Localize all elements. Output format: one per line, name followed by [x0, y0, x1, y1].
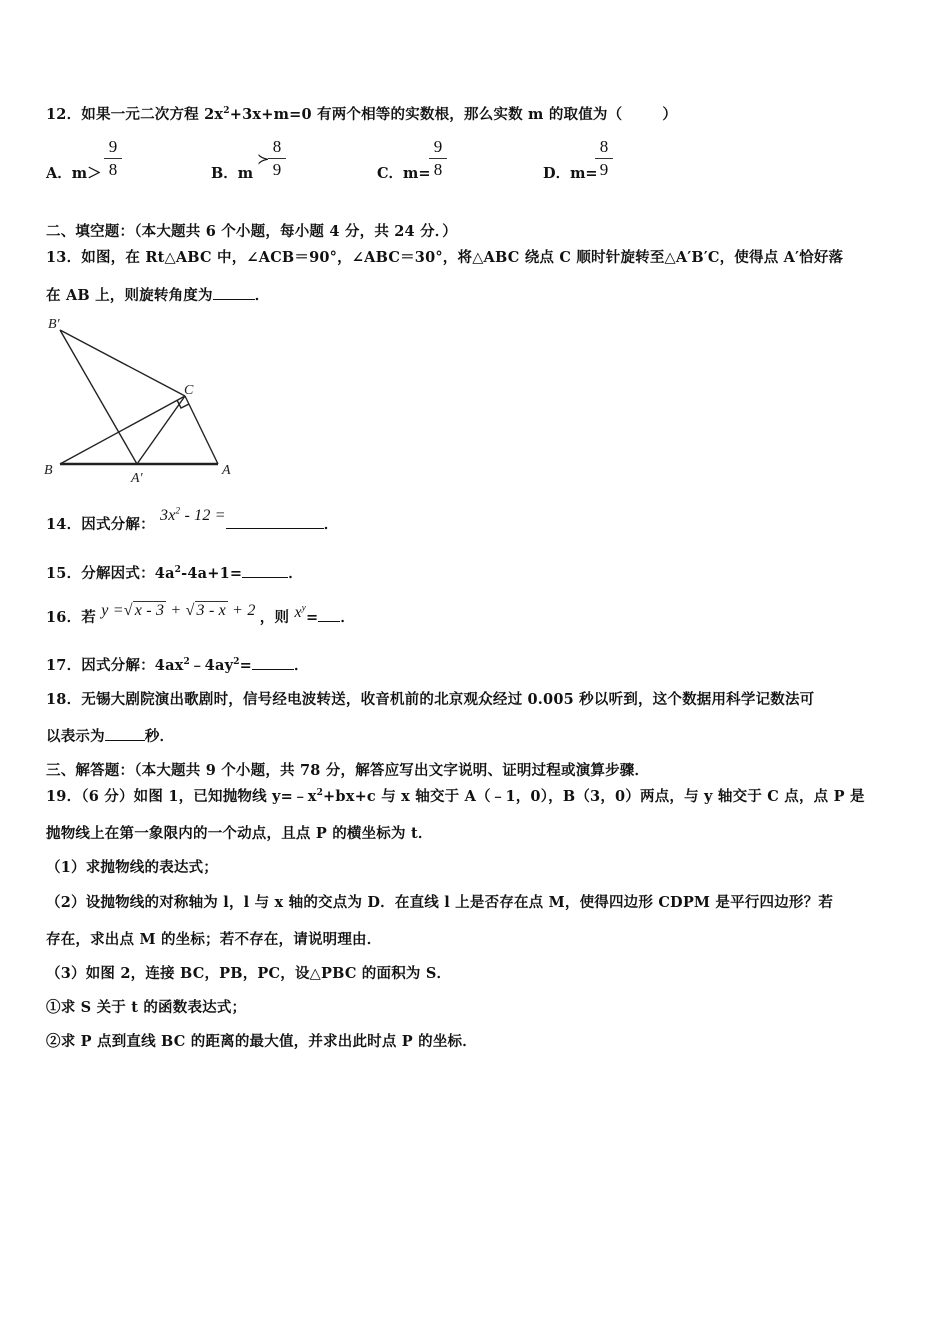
- q12-text: 12．如果一元二次方程 $2x^2+3x+m=0$ 有两个相等的实数根，那么实数 m 的取值为（ ）: [46, 106, 678, 123]
- segment-c-b: [60, 396, 185, 464]
- q13-triangle-figure: [40, 312, 240, 487]
- q19-part-3-sub-1: ①求 S 关于 t 的函数表达式；: [46, 999, 247, 1016]
- q19-part-3: （3）如图 2，连接 BC，PB，PC，设△PBC 的面积为 S．: [46, 965, 452, 982]
- q12-option-c-fraction: 9 8: [429, 137, 447, 180]
- q12-option-d: D．m=: [543, 165, 598, 182]
- q12-option-a-fraction: 9 8: [104, 137, 122, 180]
- q18-line-1: 18．无锡大剧院演出歌剧时，信号经电波转送，收音机前的北京观众经过 0.005 秒以听到，这个数据用科学记数法可: [46, 691, 815, 708]
- section-2-heading: 二、填空题：（本大题共 6 个小题，每小题 4 分，共 24 分．）: [46, 223, 457, 240]
- q12-option-d-fraction: 8 9: [595, 137, 613, 180]
- q19-part-2-line-1: （2）设抛物线的对称轴为 l，l 与 x 轴的交点为 D．在直线 l 上是否存在点 M，使得四边形 CDPM 是平行四边形？若: [46, 894, 834, 911]
- q12-option-c: C．m=: [377, 165, 431, 182]
- label-b: B: [44, 463, 53, 478]
- q19-line-2: 抛物线上在第一象限内的一个动点，且点 P 的横坐标为 t．: [46, 825, 433, 842]
- segment-c-a-prime: [137, 396, 185, 464]
- section-3-heading: 三、解答题：（本大题共 9 个小题，共 78 分，解答应写出文字说明、证明过程或演算步骤．: [46, 762, 650, 779]
- q14-line: 14．因式分解： $3x^2 - 12$ =．: [46, 505, 339, 533]
- q13-line-2: 在 AB 上，则旋转角度为 ．: [46, 287, 270, 304]
- q19-part-2-line-2: 存在，求出点 M 的坐标；若不存在，请说明理由．: [46, 931, 382, 948]
- segment-c-a: [185, 396, 218, 464]
- label-b-prime: B′: [48, 317, 60, 332]
- q13-line-1: 13．如图，在 Rt△ABC 中，∠ACB＝90°，∠ABC＝30°，将△ABC 绕点 C 顺时针旋转至△A′B′C，使得点 A′恰好落: [46, 249, 844, 266]
- q12-option-b: B．m: [211, 165, 254, 182]
- q15-line: 15．分解因式：$4a^2-4a+1=$ ．: [46, 565, 303, 582]
- q19-line-1: 19．（6 分）如图 1，已知抛物线 $y=﹣x^2+bx+c$ 与 x 轴交于 A（﹣1，0），B（3，0）两点，与 y 轴交于 C 点，点 P 是: [46, 788, 865, 805]
- q12-option-b-relation: ≻: [257, 150, 270, 168]
- q16-line: 16．若 y =√ x - 3 + √ 3 - x + 2 ，则 $x^y=$ ．: [46, 602, 356, 626]
- label-c: C: [184, 383, 194, 398]
- q12-option-b-fraction: 8 9: [268, 137, 286, 180]
- q19-part-1: （1）求抛物线的表达式；: [46, 859, 218, 876]
- q18-line-2: 以表示为 秒．: [46, 728, 175, 745]
- q19-part-3-sub-2: ②求 P 点到直线 BC 的距离的最大值，并求出此时点 P 的坐标．: [46, 1033, 477, 1050]
- label-a: A: [222, 463, 231, 478]
- label-a-prime: A′: [131, 471, 143, 486]
- q17-line: 17．因式分解：$4ax^2﹣4ay^2=$ ．: [46, 657, 309, 674]
- q12-option-a: A．m＞: [46, 165, 102, 182]
